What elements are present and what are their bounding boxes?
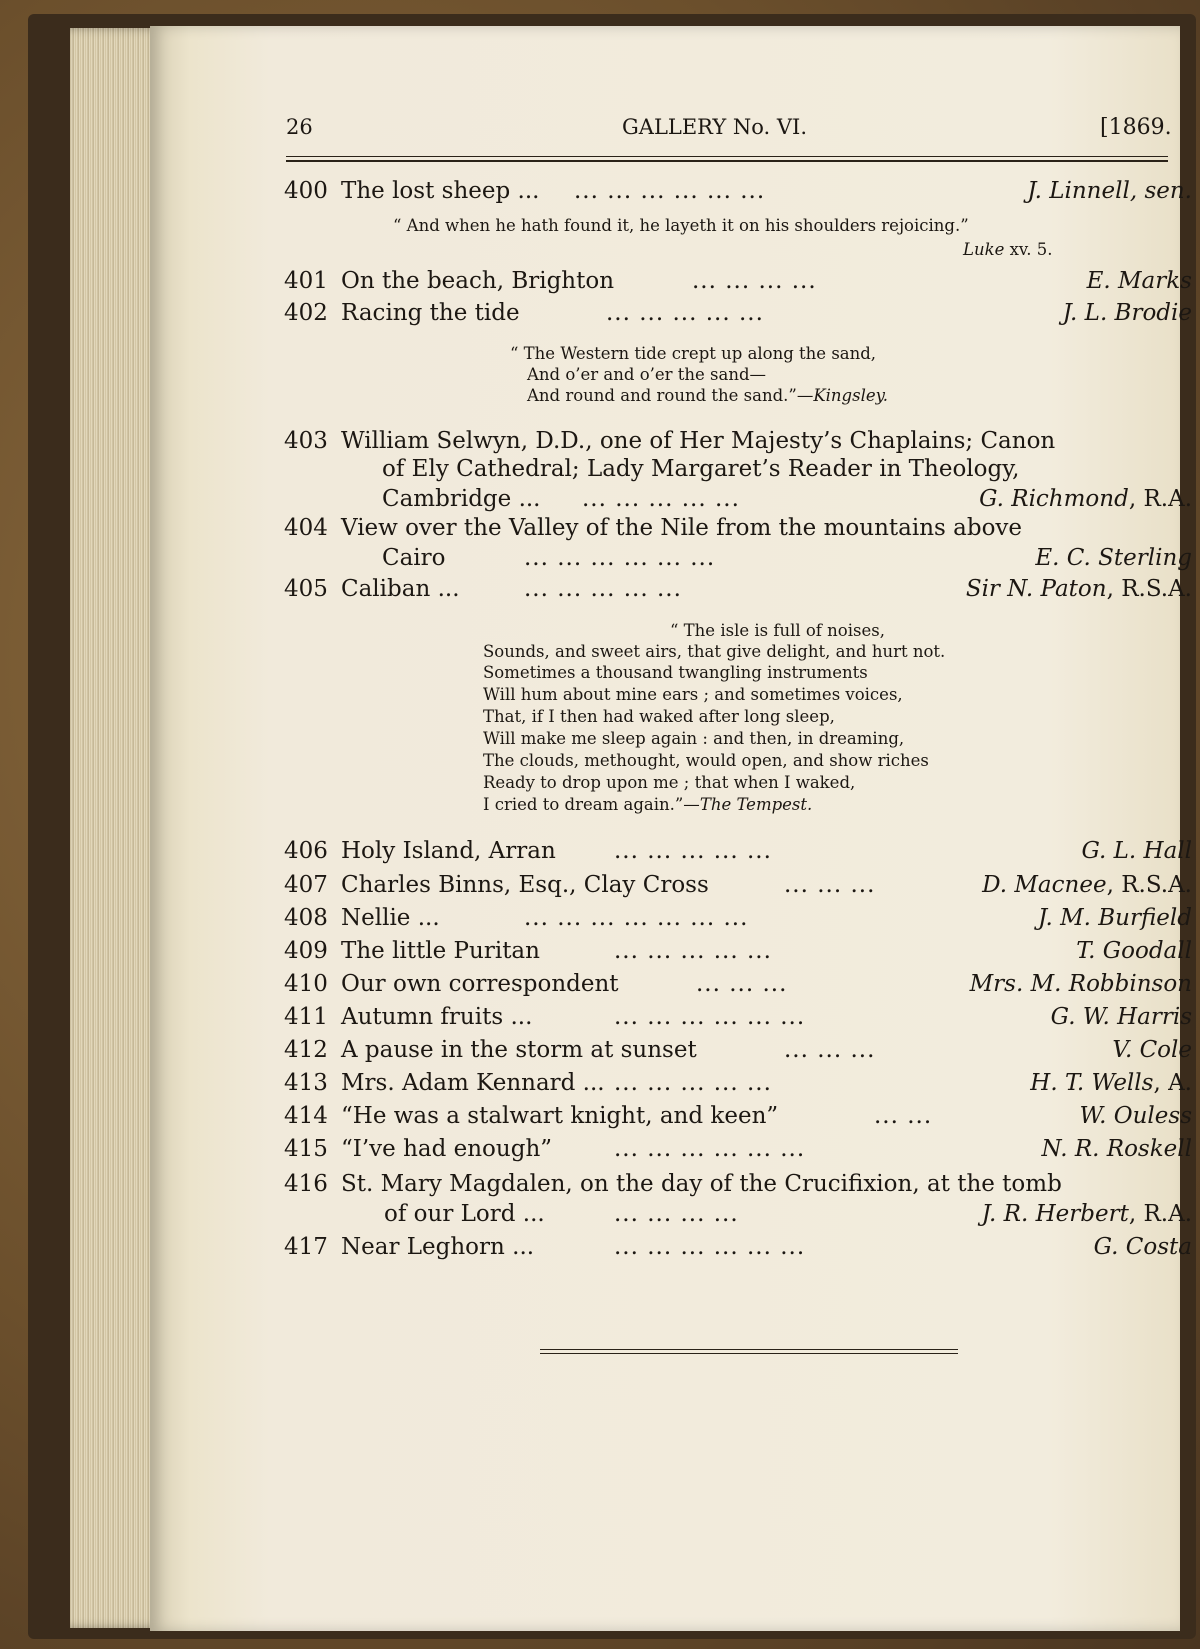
leader-dots: ... ... ... ... <box>614 1201 739 1227</box>
entry-title-continued: of our Lord ... <box>384 1201 545 1227</box>
entry-number: 414 <box>284 1103 328 1129</box>
entry-title: Near Leghorn ... <box>341 1234 535 1260</box>
entry-title: Autumn fruits ... <box>341 1004 533 1030</box>
entry-title: Caliban ... <box>341 576 460 602</box>
entry-title: Racing the tide <box>341 300 520 326</box>
leader-dots: ... ... ... ... ... <box>524 576 682 602</box>
leader-dots: ... ... ... ... ... ... <box>614 1234 806 1260</box>
leader-dots: ... ... ... <box>784 872 876 898</box>
entry-title: “I’ve had enough” <box>341 1136 553 1162</box>
entry-number: 412 <box>284 1037 328 1063</box>
quote-line: Ready to drop upon me ; that when I waked, <box>483 773 856 792</box>
catalogue-entry-line <box>284 1201 1192 1233</box>
leader-dots: ... ... ... ... ... ... ... <box>524 905 749 931</box>
header-rule-top <box>286 156 1168 157</box>
quote-line: The clouds, methought, would open, and show riches <box>483 751 929 770</box>
entry-title: Our own correspondent <box>341 971 619 997</box>
catalogue-entry <box>284 1004 1192 1036</box>
entry-artist: T. Goodall <box>1076 938 1192 964</box>
quote-line: And round and round the sand.”—Kingsley. <box>527 386 889 405</box>
catalogue-entry-line <box>284 486 1192 518</box>
year: [1869. <box>1100 115 1172 140</box>
leader-dots: ... ... <box>874 1103 933 1129</box>
leader-dots: ... ... ... <box>696 971 788 997</box>
leader-dots: ... ... ... ... ... <box>614 1070 772 1096</box>
page-number: 26 <box>286 115 313 139</box>
entry-number: 409 <box>284 938 328 964</box>
catalogue-entry <box>284 905 1192 937</box>
catalogue-entry <box>284 938 1192 970</box>
catalogue-entry <box>284 1103 1192 1135</box>
entry-title-continued: of Ely Cathedral; Lady Margaret’s Reader in Theology, <box>382 456 1020 482</box>
entry-number: 405 <box>284 576 328 602</box>
entry-number: 416 <box>284 1171 328 1197</box>
entry-title: Charles Binns, Esq., Clay Cross <box>341 872 709 898</box>
entry-number: 411 <box>284 1004 328 1030</box>
entry-artist: G. L. Hall <box>1081 838 1192 864</box>
entry-artist: H. T. Wells, A. <box>1030 1070 1192 1096</box>
entry-number: 415 <box>284 1136 328 1162</box>
entry-number: 406 <box>284 838 328 864</box>
entry-artist: E. Marks <box>1086 268 1192 294</box>
leader-dots: ... ... ... ... ... ... <box>614 1004 806 1030</box>
catalogue-entry <box>284 300 1192 332</box>
quote-line: And o’er and o’er the sand— <box>527 365 767 384</box>
entry-title: On the beach, Brighton <box>341 268 615 294</box>
entry-number: 401 <box>284 268 328 294</box>
quote-reference: Luke xv. 5. <box>963 240 1053 259</box>
quote-line: That, if I then had waked after long sleep, <box>483 707 835 726</box>
quote-line: “ The isle is full of noises, <box>670 621 885 640</box>
entry-number: 402 <box>284 300 328 326</box>
entry-title: A pause in the storm at sunset <box>341 1037 697 1063</box>
entry-artist: W. Ouless <box>1079 1103 1192 1129</box>
leader-dots: ... ... ... ... <box>692 268 817 294</box>
catalogue-entry <box>284 515 1192 547</box>
entry-title: Mrs. Adam Kennard ... <box>341 1070 605 1096</box>
entry-title: Nellie ... <box>341 905 440 931</box>
catalogue-entry <box>284 268 1192 300</box>
running-title: GALLERY No. VI. <box>622 115 808 139</box>
entry-artist: J. Linnell, sen. <box>1027 178 1192 204</box>
entry-artist: Sir N. Paton, R.S.A. <box>965 576 1192 602</box>
entry-artist: E. C. Sterling <box>1035 545 1192 571</box>
leader-dots: ... ... ... <box>784 1037 876 1063</box>
entry-artist: G. Costa <box>1093 1234 1192 1260</box>
catalogue-entry-line <box>284 545 1192 577</box>
catalogue-entry <box>284 872 1192 904</box>
entry-number: 410 <box>284 971 328 997</box>
catalogue-entry <box>284 178 1192 210</box>
entry-artist: G. Richmond, R.A. <box>979 486 1192 512</box>
entry-title: View over the Valley of the Nile from the mountains above <box>341 515 1023 541</box>
book-page <box>150 26 1180 1631</box>
entry-number: 403 <box>284 428 328 454</box>
quote-line: Will hum about mine ears ; and sometimes voices, <box>483 685 903 704</box>
entry-artist: J. M. Burfield <box>1038 905 1192 931</box>
quote-line: Will make me sleep again : and then, in dreaming, <box>483 729 905 748</box>
end-rule-bottom <box>540 1353 958 1354</box>
leader-dots: ... ... ... ... ... <box>614 938 772 964</box>
leader-dots: ... ... ... ... ... <box>606 300 764 326</box>
catalogue-entry <box>284 1070 1192 1102</box>
end-rule-top <box>540 1349 958 1350</box>
leader-dots: ... ... ... ... ... ... <box>524 545 716 571</box>
catalogue-entry <box>284 1136 1192 1168</box>
catalogue-entry <box>284 1171 1192 1203</box>
entry-number: 400 <box>284 178 328 204</box>
entry-number: 413 <box>284 1070 328 1096</box>
entry-title: The lost sheep ... <box>341 178 540 204</box>
entry-number: 404 <box>284 515 328 541</box>
catalogue-entry <box>284 1037 1192 1069</box>
leader-dots: ... ... ... ... ... <box>614 838 772 864</box>
quote-line: Sounds, and sweet airs, that give delight, and hurt not. <box>483 642 946 661</box>
entry-artist: J. L. Brodie <box>1062 300 1192 326</box>
entry-title: “He was a stalwart knight, and keen” <box>341 1103 779 1129</box>
entry-number: 417 <box>284 1234 328 1260</box>
quote-line: Sometimes a thousand twangling instruments <box>483 663 868 682</box>
entry-title-continued: Cairo <box>382 545 446 571</box>
quote-line: “ And when he hath found it, he layeth it on his shoulders rejoicing.” <box>393 216 969 235</box>
leader-dots: ... ... ... ... ... <box>582 486 740 512</box>
catalogue-entry <box>284 576 1192 608</box>
entry-title: The little Puritan <box>341 938 540 964</box>
entry-title: St. Mary Magdalen, on the day of the Crucifixion, at the tomb <box>341 1171 1062 1197</box>
entry-artist: N. R. Roskell <box>1041 1136 1192 1162</box>
entry-title: William Selwyn, D.D., one of Her Majesty’s Chaplains; Canon <box>341 428 1056 454</box>
catalogue-entry <box>284 971 1192 1003</box>
entry-artist: V. Cole <box>1112 1037 1192 1063</box>
leader-dots: ... ... ... ... ... ... <box>614 1136 806 1162</box>
leader-dots: ... ... ... ... ... ... <box>574 178 766 204</box>
entry-number: 408 <box>284 905 328 931</box>
entry-title: Holy Island, Arran <box>341 838 556 864</box>
catalogue-entry <box>284 838 1192 870</box>
entry-artist: G. W. Harris <box>1050 1004 1192 1030</box>
entry-title-continued: Cambridge ... <box>382 486 541 512</box>
entry-artist: Mrs. M. Robbinson <box>969 971 1192 997</box>
entry-artist: J. R. Herbert, R.A. <box>981 1201 1192 1227</box>
entry-artist: D. Macnee, R.S.A. <box>982 872 1192 898</box>
header-rule-bottom <box>286 160 1168 162</box>
catalogue-entry <box>284 1234 1192 1266</box>
entry-number: 407 <box>284 872 328 898</box>
quote-line: I cried to dream again.”—The Tempest. <box>483 795 813 814</box>
quote-line: “ The Western tide crept up along the sand, <box>510 344 877 363</box>
